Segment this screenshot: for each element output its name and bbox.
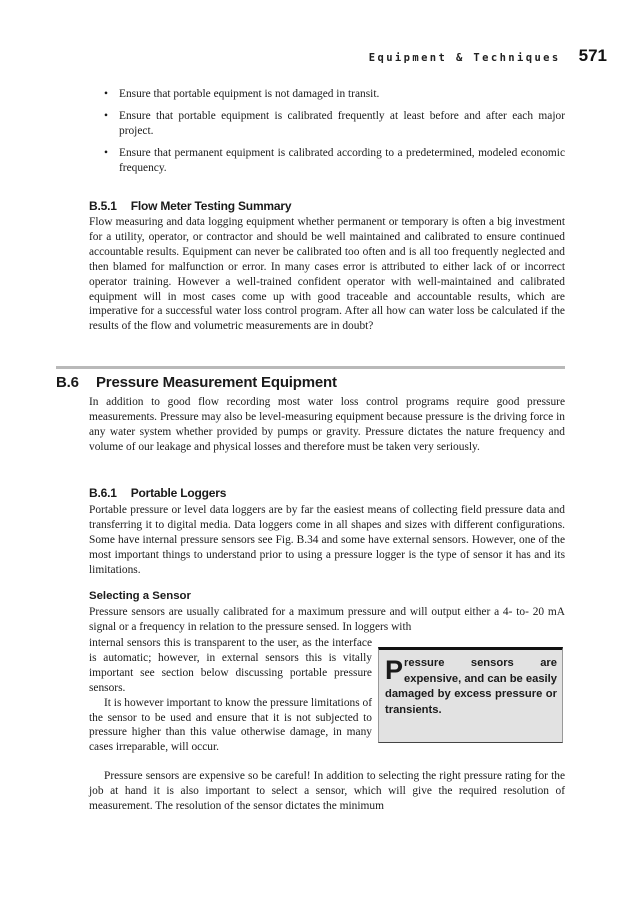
running-head — [369, 46, 607, 66]
list-item: • Ensure that permanent equipment is calibrated according to a predetermined, modeled economic frequency. — [104, 146, 565, 174]
paragraph-b6: In addition to good flow recording most water loss control programs require good pressure measurements. Pressure may also be level-measuring equipment because pressure is the driving force in any water system whether provided by pumps or gravity. Pressure dictates the nature frequency and volume of our leakage and physical losses and therefore must be taken very seriously. — [89, 396, 565, 453]
section-divider — [56, 366, 565, 369]
list-item: • Ensure that portable equipment is not damaged in transit. — [104, 88, 380, 100]
bullet-icon: • — [104, 146, 108, 159]
paragraph-sensor-intro: Pressure sensors are usually calibrated for a maximum pressure and will output either a 4- to- 20 mA signal or a frequency in relation to the pressure sensed. In loggers with — [89, 606, 565, 633]
paragraph-b61: Portable pressure or level data loggers are by far the easiest means of collecting field pressure data and transferring it to digital media. Data loggers come in all shapes and sizes with different configurations. Some have internal pressure sensors see Fig. B.34 and some have external sensors. However, one of the most important things to understand prior to using a pressure logger is the type of sensor it has and its limitations. — [89, 504, 565, 576]
bullet-icon: • — [104, 109, 108, 122]
pull-quote-text: ressure sensors are expensive, and can be easily damaged by excess pressure or transients. — [385, 657, 557, 716]
bullet-icon: • — [104, 88, 108, 100]
list-item: • Ensure that portable equipment is calibrated frequently at least before and after each major project. — [104, 109, 565, 137]
drop-cap: P — [385, 655, 404, 685]
heading-b61: B.6.1 Portable Loggers — [89, 486, 227, 500]
page-number: 571 — [578, 46, 607, 65]
bullet-list — [104, 87, 565, 183]
heading-selecting-sensor: Selecting a Sensor — [89, 590, 191, 602]
running-title: Equipment & Techniques — [368, 52, 561, 64]
paragraph-sensor-wrapped: internal sensors this is transparent to the user, as the interface is automatic; however, in external sensors this is vitally important see section below discussing portable pressure sensors. It is however important to know the pressure limitations of the sensor to be used and ensure that it is not subjected to pressure higher than this value otherwise damage, in many cases irreparable, will occur. — [89, 637, 372, 754]
paragraph-b51: Flow measuring and data logging equipment whether permanent or temporary is often a big investment for a utility, operator, or contractor and should be well maintained and calibrated to ensure continued accountable results. Equipment can never be calibrated too often and is all too frequently neglected and then blamed for malfunction or error. In many cases error is attributed to either lack of or incorrect operator training. However a well-trained confident operator with well-maintained and calibrated equipment will in most cases come up with good traceable and accountable results, which are imperative for a successful water loss control program. After all how can water loss be calculated if the results of the flow and volumetric measurements are in doubt? — [89, 216, 565, 333]
paragraph-sensor-resolution: Pressure sensors are expensive so be careful! In addition to selecting the right pressure rating for the job at hand it is also important to select a sensor, which will give the required resolution of measurement. The resolution of the sensor dictates the minimum — [89, 770, 565, 812]
heading-b51: B.5.1 Flow Meter Testing Summary — [89, 199, 292, 213]
pull-quote — [378, 647, 563, 743]
heading-b6: B.6 Pressure Measurement Equipment — [56, 374, 337, 391]
